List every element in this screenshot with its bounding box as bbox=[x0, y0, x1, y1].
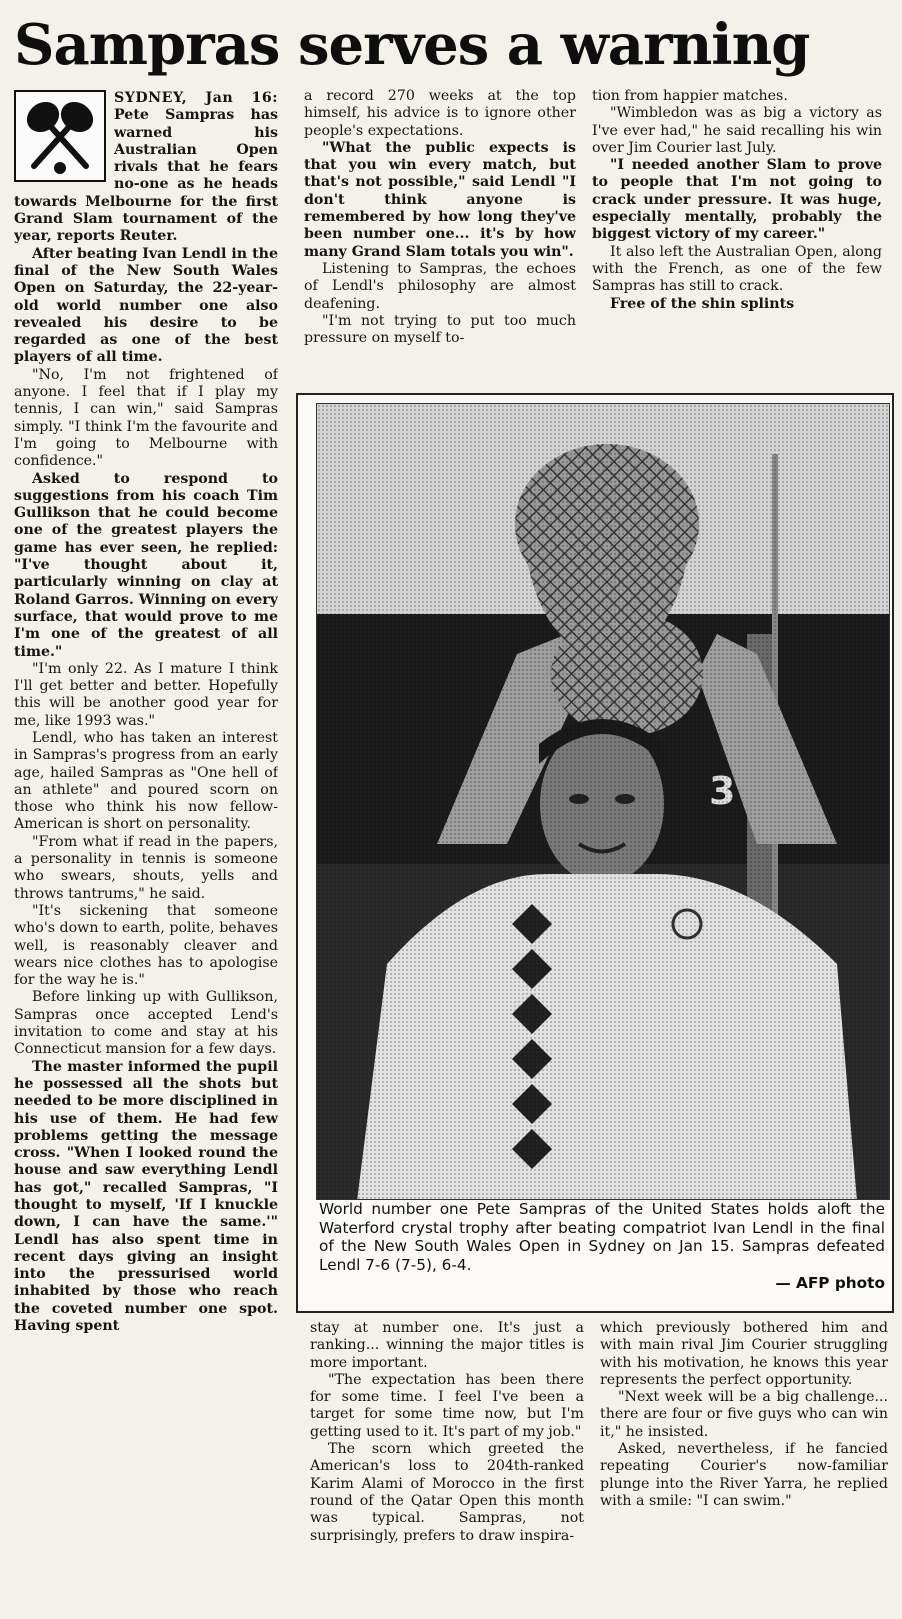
article-column-3-top bbox=[592, 88, 882, 384]
paragraph: The scorn which greeted the American's loss to 204th-ranked Karim Alami of Morocco in the first round of the Qatar Open this month was typical. Sampras, not surprisingly, prefers to draw inspira- bbox=[310, 1441, 584, 1544]
article-column-3-bottom bbox=[600, 1320, 888, 1615]
paragraph: The master informed the pupil he possessed all the shots but needed to be more disciplined in his use of them. He had few problems getting the message cross. "When I looked round the house and saw everything Lendl has got," recalled Sampras, "I thought to myself, 'If I knuckle down, I can have the same.'" Lendl has also spent time in recent days giving an insight into the pressurised world inhabited by those who reach the coveted number one spot. Having spent bbox=[14, 1058, 278, 1335]
paragraph: SYDNEY, Jan 16: Pete Sampras has warned his Australian Open rivals that he fears no-one as he heads towards Melbourne for the first Grand Slam tournament of the year, reports Reuter. bbox=[14, 90, 278, 245]
dateline: SYDNEY, Jan 16: bbox=[114, 90, 278, 106]
paragraph: a record 270 weeks at the top himself, his advice is to ignore other people's expectations. bbox=[304, 88, 576, 139]
paragraph: "What the public expects is that you win every match, but that's not possible," said Lendl "I don't think anyone is remembered by how long they've been number one... it's by how many Grand Slam totals you win". bbox=[304, 139, 576, 260]
paragraph: "The expectation has been there for some time. I feel I've been a target for some time now, but I'm getting used to it. It's part of my job." bbox=[310, 1371, 584, 1440]
paragraph: "I'm not trying to put too much pressure on myself to- bbox=[304, 312, 576, 347]
paragraph: Before linking up with Gullikson, Sampras once accepted Lend's invitation to come and stay at his Connecticut mansion for a few days. bbox=[14, 989, 278, 1058]
photo-credit: — AFP photo bbox=[775, 1274, 885, 1293]
paragraph: which previously bothered him and with main rival Jim Courier struggling with his motivation, he knows this year represents the perfect opportunity. bbox=[600, 1320, 888, 1388]
paragraph: Asked to respond to suggestions from his coach Tim Gullikson that he could become one of the greatest players the game has ever seen, he replied: "I've thought about it, particularly winning on clay at Roland Garros. Winning on every surface, that would prove to me I'm one of the greatest of all time." bbox=[14, 470, 278, 660]
paragraph: Asked, nevertheless, if he fancied repeating Courier's now-familiar plunge into the River Yarra, he replied with a smile: "I can swim." bbox=[600, 1441, 888, 1509]
paragraph: Lendl, who has taken an interest in Sampras's progress from an early age, hailed Sampras as "One hell of an athlete" and poured scorn on those who think his now fellow-American is short on personality. bbox=[14, 729, 278, 833]
article-column-2-top bbox=[304, 88, 576, 384]
article-column-1 bbox=[14, 90, 278, 1615]
paragraph: stay at number one. It's just a ranking... winning the major titles is more important. bbox=[310, 1320, 584, 1371]
article-column-2-bottom bbox=[310, 1320, 584, 1615]
paragraph: It also left the Australian Open, along with the French, as one of the few Sampras has still to crack. bbox=[592, 243, 882, 295]
paragraph: After beating Ivan Lendl in the final of the New South Wales Open on Saturday, the 22-year-old world number one also revealed his desire to be regarded as one of the best players of all time. bbox=[14, 245, 278, 366]
crossed-tennis-rackets-icon bbox=[14, 90, 106, 182]
paragraph: "Wimbledon was as big a victory as I've ever had," he said recalling his win over Jim Courier last July. bbox=[592, 105, 882, 156]
paragraph: "I'm only 22. As I mature I think I'll get better and better. Hopefully this will be another good year for me, like 1993 was." bbox=[14, 660, 278, 729]
paragraph: "Next week will be a big challenge... there are four or five guys who can win it," he insisted. bbox=[600, 1389, 888, 1440]
paragraph: "From what if read in the papers, a personality in tennis is someone who swears, shouts, yells and throws tantrums," he said. bbox=[14, 833, 278, 902]
paragraph: Listening to Sampras, the echoes of Lendl's philosophy are almost deafening. bbox=[304, 260, 576, 312]
paragraph: "No, I'm not frightened of anyone. I feel that if I play my tennis, I can win," said Sampras simply. "I think I'm the favourite and I'm going to Melbourne with confidence." bbox=[14, 366, 278, 470]
paragraph: Free of the shin splints bbox=[610, 295, 795, 312]
headline: Sampras serves a warning bbox=[14, 12, 810, 78]
paragraph: "It's sickening that someone who's down to earth, polite, behaves well, is reasonably cleaver and wears nice clothes has to apologise for the way he is." bbox=[14, 902, 278, 989]
paragraph: tion from happier matches. bbox=[592, 88, 788, 104]
trophy-photo bbox=[316, 403, 890, 1200]
paragraph: "I needed another Slam to prove to people that I'm not going to crack under pressure. It was huge, especially mentally, probably the biggest victory of my career." bbox=[592, 157, 882, 243]
photo-caption: World number one Pete Sampras of the United States holds aloft the Waterford crystal trophy after beating compatriot Ivan Lendl in the final of the New South Wales Open in Sydney on Jan 15. Sampras defeated Lendl 7-6 (7-5), 6-4. — AFP photo bbox=[319, 1200, 885, 1293]
